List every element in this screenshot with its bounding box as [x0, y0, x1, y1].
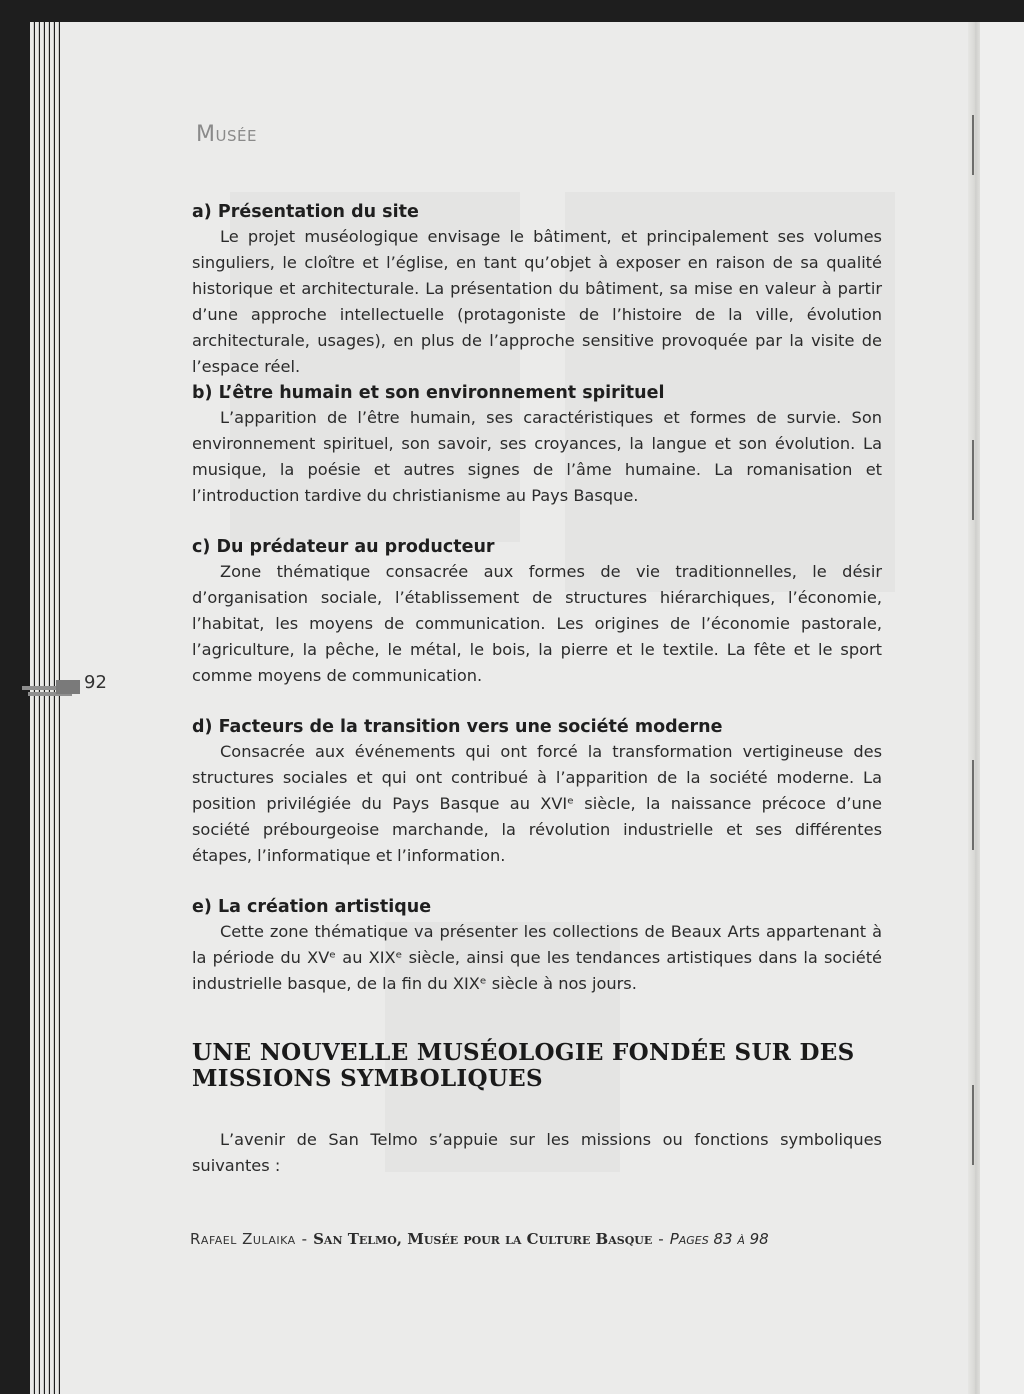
running-head: Musée — [196, 122, 257, 147]
binding-stitch — [972, 440, 974, 520]
section-paragraph: Cette zone thématique va présenter les collections de Beaux Arts appartenant à la période du XVᵉ au XIXᵉ siècle, ainsi que les tendances artistiques dans la société industrielle basque, de la fin du XIXᵉ siècle à nos jours. — [192, 922, 882, 993]
footer-separator: - — [658, 1230, 664, 1248]
section-paragraph: Le projet muséologique envisage le bâtiment, et principalement ses volumes singuliers, le cloître et l’église, en tant qu’objet à exposer en raison de sa qualité historique et architecturale. La présentation du bâtiment, sa mise en valeur à partir d’une approche intellectuelle (protagoniste de l’histoire de la ville, évolution architecturale, usages), en plus de l’approche sensitive provoquée par la visite de l’espace réel. — [192, 227, 882, 376]
page-edge — [45, 22, 49, 1394]
page-edge — [50, 22, 54, 1394]
page-tab-marker — [22, 680, 80, 700]
footer-title: San Telmo, Musée pour la Culture Basque — [313, 1230, 653, 1248]
section-e — [192, 895, 882, 997]
section-heading: a) Présentation du site — [192, 202, 419, 222]
binding-stitch — [972, 115, 974, 175]
page-edge — [55, 22, 59, 1394]
footer-author: Rafael Zulaika — [190, 1230, 296, 1248]
section-heading: c) Du prédateur au producteur — [192, 537, 495, 557]
section-d — [192, 715, 882, 869]
section-heading: b) L’être humain et son environnement spirituel — [192, 383, 665, 403]
section-a — [192, 200, 882, 380]
page-edge — [30, 22, 34, 1394]
page-edge — [35, 22, 39, 1394]
section-paragraph: Zone thématique consacrée aux formes de vie traditionnelles, le désir d’organisation sociale, l’établissement de structures hiérarchiques, l’économie, l’habitat, les moyens de communication. Les origines de l’économie pastorale, l’agriculture, la pêche, le métal, le bois, la pierre et le textile. La fête et le sport comme moyens de communication. — [192, 562, 882, 685]
binding-stitch — [972, 1085, 974, 1165]
section-heading: d) Facteurs de la transition vers une société moderne — [192, 717, 723, 737]
tab-block — [56, 680, 80, 694]
section-paragraph: Consacrée aux événements qui ont forcé la transformation vertigineuse des structures sociales et qui ont contribué à l’apparition de la société moderne. La position privilégiée du Pays Basque au XVIᵉ siècle, la naissance précoce d’une société prébourgeoise marchande, la révolution industrielle et ses différentes étapes, l’informatique et l’information. — [192, 742, 882, 865]
footer-separator: - — [301, 1230, 308, 1248]
page-number: 92 — [84, 672, 107, 693]
page-edge — [40, 22, 44, 1394]
section-c — [192, 535, 882, 689]
section-paragraph: L’apparition de l’être humain, ses caractéristiques et formes de survie. Son environnement spirituel, son savoir, ses croyances, la langue et son évolution. La musique, la poésie et autres signes de l’âme humaine. La romanisation et l’introduction tardive du christianisme au Pays Basque. — [192, 408, 882, 505]
section-b — [192, 381, 882, 509]
closing-section — [192, 1127, 882, 1179]
footer-pages: Pages 83 à 98 — [669, 1230, 769, 1248]
binding-stitch — [972, 760, 974, 850]
section-heading: e) La création artistique — [192, 897, 432, 917]
book-page-right — [980, 22, 1024, 1394]
chapter-heading: UNE NOUVELLE MUSÉOLOGIE FONDÉE SUR DES MISSIONS SYMBOLIQUES — [192, 1039, 855, 1092]
page-footer — [190, 1230, 769, 1248]
closing-paragraph: L’avenir de San Telmo s’appuie sur les missions ou fonctions symboliques suivantes : — [192, 1130, 882, 1175]
